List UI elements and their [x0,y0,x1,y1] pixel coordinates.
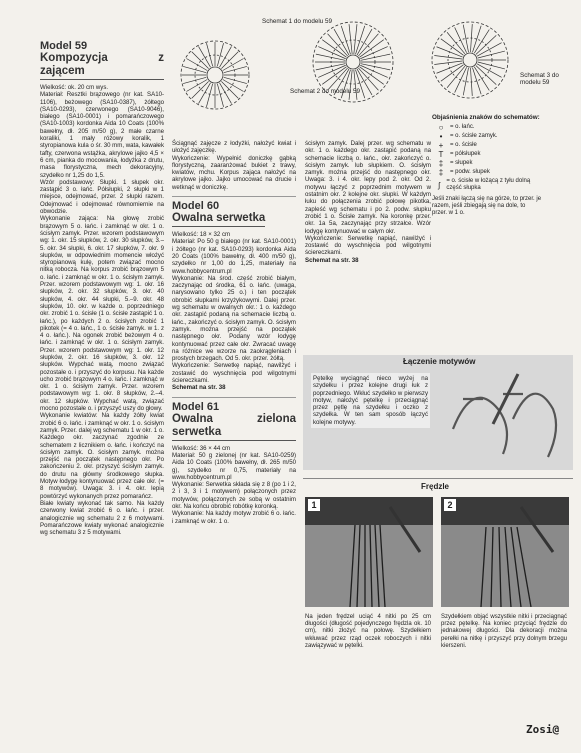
stitch-mark [206,84,212,107]
back-loop-symbol-icon: ʃ [438,180,441,190]
model61-work: Wykonanie: Serwetka składa się z 8 (po 1 i 2, 2 i 3, 3 i 1 motywem) połączonych przez motywów, połączonych ze sobą w ostatnim okr. Na końcu obrobić robótkę koronką. [172,481,296,510]
stitch-mark [349,70,352,100]
legend-row [432,160,542,167]
stitch-mark [359,67,383,85]
divider [172,196,296,197]
model59-size: Wielkość: ok. 20 cm wys. [40,84,109,91]
model60-size: Wielkość: 18 × 32 cm [172,231,231,239]
schemat2-label: Schemat 2 do modelu 59 [290,88,361,95]
model59-label: Model 59 [40,40,88,52]
fringe-caption-2: Szydełkiem objąć wszystkie nitki i przeciągnąć przez pętelkę. Na koniec przyciąć frędzle do jednakowej długości. Dla dekoracji można perełki na nitkę i przyszyć przy dolnym brzegu kierszeni. [441,614,567,649]
model59-title: Kompozycja z zającem [40,52,164,80]
slip-stitch-symbol-icon: • [439,132,443,141]
joining-text: Pętelkę wyciągnąć nieco wyżej na szydełku i przez kolejne drugi łuk z poprzedniego. Wkłuć szydełko w pierwszy motyw, nałożyć pętelkę i przeciągnąć przez pętlę na szydełku i oczko z szydełka. W ten sam sposób łączyć kolejne motywy. [311,373,430,428]
stitch-mark [474,67,489,91]
treble-symbol-icon: ‡ [438,168,444,177]
stitch-mark [478,62,505,69]
legend-note: Jeśli znaki łączą się na górze, to przer. je razem, jeśli zbiegają się na dole, to przer. w 1 o. [432,196,542,216]
legend [432,114,542,217]
schemat3-label: Schemat 3 do modelu 59 [520,72,559,87]
stitch-mark [472,68,481,95]
model61-material: Materiał: 50 g zielonej (nr kat. SA10-0259) Aida 10 Coats (100% bawełny, dł. 265 m/50 g), szydełko nr 0,75, materiały na www.hobbycentrum.pl [172,451,296,481]
stitch-mark [206,43,212,66]
fringe-photo-1-image [305,497,433,607]
joining-illustration [443,369,568,464]
joining-motifs-box [303,355,573,470]
step-number: 2 [444,499,456,511]
model61-title: Owalna zielona serwetka [172,413,296,441]
model60-title: Owalna serwetka [172,212,265,227]
model59-hare: Wykonanie zająca: Na głowę zrobić brązowym 5 o. łańc. i zamknąć w okr. 1 o. ścisłym zamyk. Przer. wzorem podstawowym wg: 1. okr. 15 słupków, 2. okr. 30 słupków, 3.–5. okr. 34 słupki, 6. okr. 17 słupków, 7. okr. 9 słupków, w odpowiednim momencie włożyć styropianową kulę, potem związać mocno nitką robocza. Na korpus zrobić brązowym 5 o. łańc. i zamknąć w okr. 1 o. ścisłym zamyk. Przer. wzorem podstawowym wg: 1. okr. 16 słupków, 2. okr. 32 słupków, 3. okr. 40 słupków, 4. okr. 44 słupki, 5.–9. okr. 48 słupków, 10. okr. w każde o. poprzedniego okr. zrobić 1 o. ścisłe (1 o. ścisłe zastąpić 1 o. łańc.), po każdych 2 o. ścisłych zrobić 1 pikotek (= 4 o. łańc., 1 o. ścisłe zamyk. w 1. z 4 o. łańc.). Na ogonek zrobić beżowym 4 o. łańc. i zamknąć w okr. 1 o. ścisłym zamyk. Przer. wzorem podstawowym wg: 1. okr. 12 słupków, 2. okr. 16 słupków, 3. okr. 12 słupków. Wypchać watą, mocno związać pozostałe o. i przyszyć do korpusu. Na każde ucho zrobić brązowym 4 o. łańc. i zamknąć w okr. 1 o. ścisłym zamyk. Przer. wzorem podstawowym wg: 1. okr. 8 słupków, 2.–4. okr. 12 słupków. Wypchać watą, związać mocno pozostałe o. i przyszyć uszy do głowy. [40,215,164,413]
fringe-photo-2 [441,497,569,607]
stitch-mark [316,64,345,70]
stitch-mark [349,24,352,54]
chain-symbol-icon: ○ [438,123,444,132]
single-crochet-symbol-icon: + [438,141,444,150]
stitch-mark [354,24,357,54]
fringe-caption-1: Na jeden frędzel uciąć 4 nitki po 25 cm długości (długość pojedynczego frędzla ok. 10 cm), nitki złożyć na połowę. Szydełkiem wkłuwać przez rząd oczek roboczych i nitki zawiązywać w pętelki. [305,614,431,649]
model60-material: Materiał: Po 50 g białego (nr kat. SA10-0001) i żółtego (nr kat. SA10-0293) kordonka Aida 20 Coats (100% bawełny, dł. 400 m/50 g), szydełko nr 1,00 do 1,25, materiały na www.hobbycentrum.pl [172,238,296,275]
model60-finish: Wykończenie: Serwetkę napiąć, nawilżyć i zostawić do wyschnięcia pod wilgotnymi ściereczkami. [172,362,296,385]
model59-white-flowers: Białe kwiaty wykonać tak samo. Na każdy czerwony kwiat zrobić 6 o. łańc. i przer. analogicznie wg schematu 2 z 6 motywami. Pomarańczowe kwiaty wykonać analogicznie wg schematu 3 z 5 motywami. [40,499,164,537]
model61-continuation [305,140,431,264]
stitch-mark [477,64,502,77]
stitch-mark [476,35,496,54]
stitch-mark [316,54,345,60]
col2-top [172,140,296,525]
stitch-mark [361,54,390,60]
model59-column [40,40,164,536]
model60-label: Model 60 [172,200,220,213]
legend-row [432,151,542,158]
model61-size: Wielkość: 36 × 44 cm [172,444,231,452]
stitch-mark [354,70,357,100]
stitch-mark [477,43,502,56]
legend-text: = półsłupek [450,151,481,157]
model59-pattern: Wzór podstawowy: Słupki. 1 słupek okr. zastąpić 3 o. łańc. Półsłupki, 2 słupki w 1 miejsce, odejmować, przer. 2 słupki razem. Odejmować i odejmować równomiernie na obwodzie. [40,178,164,216]
signature: Zosi@ [526,723,560,736]
schemat3-diagram [420,12,520,107]
stitch-mark [472,26,481,53]
model60-ref: Schemat na str. 38 [172,384,226,392]
model59-finish: Wykończenie: Wypełnić doniczkę gąbką florystyczną, zaaranżować bukiet z trawy, kwiatów, mchu. Korpus zająca nałożyć na akrylowe jajko. Jajko umocować na drucie i wetknąć w doniczkę. [172,154,296,191]
stitch-mark [217,84,223,107]
col3-ref: Schemat na str. 38 [305,256,359,264]
col3-finish: Wykończenie: Serwetkę napiąć, nawilżyć i zostawić do wyschnięcia pod wilgotnymi ściereczkami. [305,234,431,257]
step-number: 1 [308,499,320,511]
stitch-mark [318,65,345,77]
legend-text: = słupek [450,160,473,166]
legend-text: = o. ścisłe zamyk. [450,133,498,139]
legend-row [432,124,542,131]
legend-text: = podw. słupek [450,169,490,175]
stitch-mark [476,65,496,84]
legend-row [432,178,542,192]
stitch-mark [183,77,206,83]
fringe-photo-2-image [441,497,569,607]
legend-text: = o. ścisłe [450,142,477,148]
model61-label: Model 61 [172,400,220,413]
stitch-mark [474,30,489,54]
legend-text: = o. łańc. [450,124,475,130]
schemat1-diagram [165,30,265,120]
fringe-photo-1 [305,497,433,607]
stitch-mark [224,66,247,72]
model61-motif: Wykonanie: Na każdy motyw zrobić 6 o. łańc. i zamknąć w okr. 1 o. [172,510,296,525]
schemat1-label: Schemat 1 do modelu 59 [262,18,333,25]
joining-title: Łączenie motywów [403,357,476,366]
fringe-title: Frędzle [421,482,450,491]
model60-work: Wykonanie: Na środ. część zrobić białym, zaczynając od środka, 61 o. łańc. (uwaga, narysowano tylko 25 o.) i ten początek obrobić słupkami krzyżykowymi. Dalej przer. wg schematu w owalnych okr.: 1 o. każdego okr. zastąpić podaną na schemacie liczbą o. łańc., zakończyć o. ścisłym zamyk. O. ścisłym zamyk. można przejść na początek następnego okr. Podany wzór łodygę kontynuować przez całe okr. Zwracać uwagę na różnice we wzorze na zaokrągleniach i prostych brzegach. Od 5. okr. przer. żółtą. [172,274,296,363]
divider [172,397,296,398]
stitch-mark [361,64,390,70]
legend-row [432,169,542,176]
stitch-mark [217,43,223,66]
legend-title: Objaśnienia znaków do schematów: [432,114,540,121]
stitch-mark [183,66,206,72]
col3-text: ścisłym zamyk. Dalej przer. wg schematu w okr. 1 o. każdego okr. zastąpić podaną na schemacie liczbą o. łańc., okr. zakończyć o. ścisłym zamyk. lub słupkiem. O. ścisłym zamyk. można przejść do następnego okr. Uwaga: 3. i 4. okr. lepy pod 2. okr. Od 2. motywu łączyć z poprzednim motywem w ostatnim okr. 2 kolejne okr. słupki. W każdym łuku do połączenia zrobić połowę pikotka, zapleść wg schematu i po 2. podw. słupku zrobić 1 o. Ścisłe zamyk. Na koronkę przer. okr. 1a 5a, zaczynając przy strzałce. Wzór łodygę kontynuować w całym okr. [305,140,431,235]
model59-flowers: Wykonanie kwiatów: Na każdy żółty kwiat zrobić 6 o. łańc. i zamknąć w okr. 1 o. ścisłym zamyk. Przer. dalej wg schematu 1 w okr. 1 o. Każdego okr. zaczynać zgodnie ze schematem z licznikiem o. łańc. i kończyć na ścisłym zamyk. O. ścisłym zamyk. można przejść na początek następnego okr. Po zakończeniu 2. okr. przyszyć ścisłym zamyk. do drutu na główny środkowego słupka. Motyw łodygę kontynuować przez całe okr. (= 8 motywów). Uwaga: 3. i 4. okr. lepią powtórzyć wykonanych przez pomarańcz. [40,412,164,500]
fringe-box [303,478,573,664]
double-symbol-icon: ‡ [438,159,444,168]
stitch-mark [224,77,247,83]
schemat2-diagram [298,12,408,112]
model59-assembly: Ściągnąć zajęcze z łodyżki, nałożyć kwiat i ułożyć zajęczkę. [172,140,296,155]
legend-row [432,133,542,140]
legend-text: = o. ścisłe w łożącą z tyłu dolną część słupka [446,178,531,191]
legend-row [432,142,542,149]
model59-material: Materiał: Resztki brązowego (nr kat. SA10-1106), beżowego (SA10-0387), żółtego (SA10-0293), czerwonego (SA10-9046), białego (SA10-0001) i pomarańczowego (SA10-1003) kordonka Aida 10 Coats (100% bawełny, dł. 205 m/50 g), 2 małe czarne koraliki, 1 mały różowy koralik, 1 styropianowa kula o śr. 30 mm, wata, kawałek tafty, czerwona wstążka, akrylowe jajko 4,5 × 6 cm, pianka do mocowania, łodyżka z drutu, masa florystyczna, mech dekoracyjny, szydełko nr 1,25 do 1,5. [40,91,164,179]
half-double-symbol-icon: T [438,150,444,159]
stitch-mark [478,51,505,58]
